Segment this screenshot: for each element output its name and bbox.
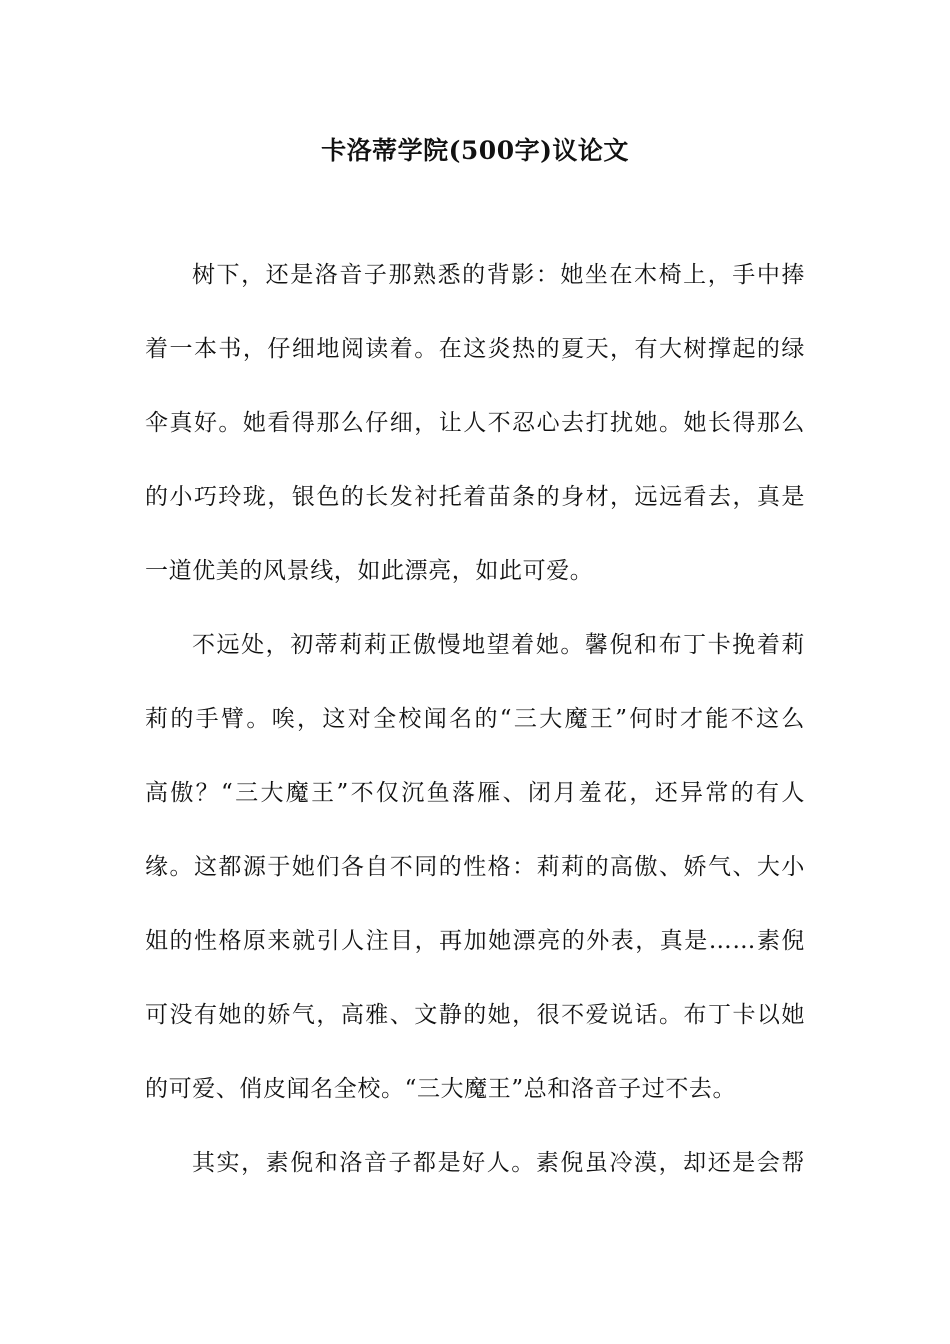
paragraph-2-line-2: 莉的手臂。唉，这对全校闻名的“三大魔王”何时才能不这么	[145, 706, 805, 732]
paragraph-2-line-4: 缘。这都源于她们各自不同的性格：莉莉的高傲、娇气、大小	[145, 854, 805, 880]
paragraph-2-line-3: 高傲？“三大魔王”不仅沉鱼落雁、闭月羞花，还异常的有人	[145, 780, 805, 806]
paragraph-2-line-1: 不远处，初蒂莉莉正傲慢地望着她。馨倪和布丁卡挽着莉	[192, 632, 805, 658]
paragraph-1-line-2: 着一本书，仔细地阅读着。在这炎热的夏天，有大树撑起的绿	[145, 336, 805, 362]
paragraph-2-line-6: 可没有她的娇气，高雅、文静的她，很不爱说话。布丁卡以她	[145, 1002, 805, 1028]
paragraph-1-line-3: 伞真好。她看得那么仔细，让人不忍心去打扰她。她长得那么	[145, 410, 805, 436]
paragraph-3-line-1: 其实，素倪和洛音子都是好人。素倪虽冷漠，却还是会帮	[192, 1150, 805, 1176]
paragraph-2-line-7: 的可爱、俏皮闻名全校。“三大魔王”总和洛音子过不去。	[145, 1076, 737, 1102]
paragraph-1-line-5: 一道优美的风景线，如此漂亮，如此可爱。	[145, 558, 594, 584]
paragraph-1-line-1: 树下，还是洛音子那熟悉的背影：她坐在木椅上，手中捧	[192, 262, 805, 288]
document-body	[145, 255, 805, 1217]
document-title: 卡洛蒂学院(500字)议论文	[321, 136, 629, 165]
paragraph-2-line-5: 姐的性格原来就引人注目，再加她漂亮的外表，真是……素倪	[145, 928, 805, 954]
paragraph-1-line-4: 的小巧玲珑，银色的长发衬托着苗条的身材，远远看去，真是	[145, 484, 805, 510]
